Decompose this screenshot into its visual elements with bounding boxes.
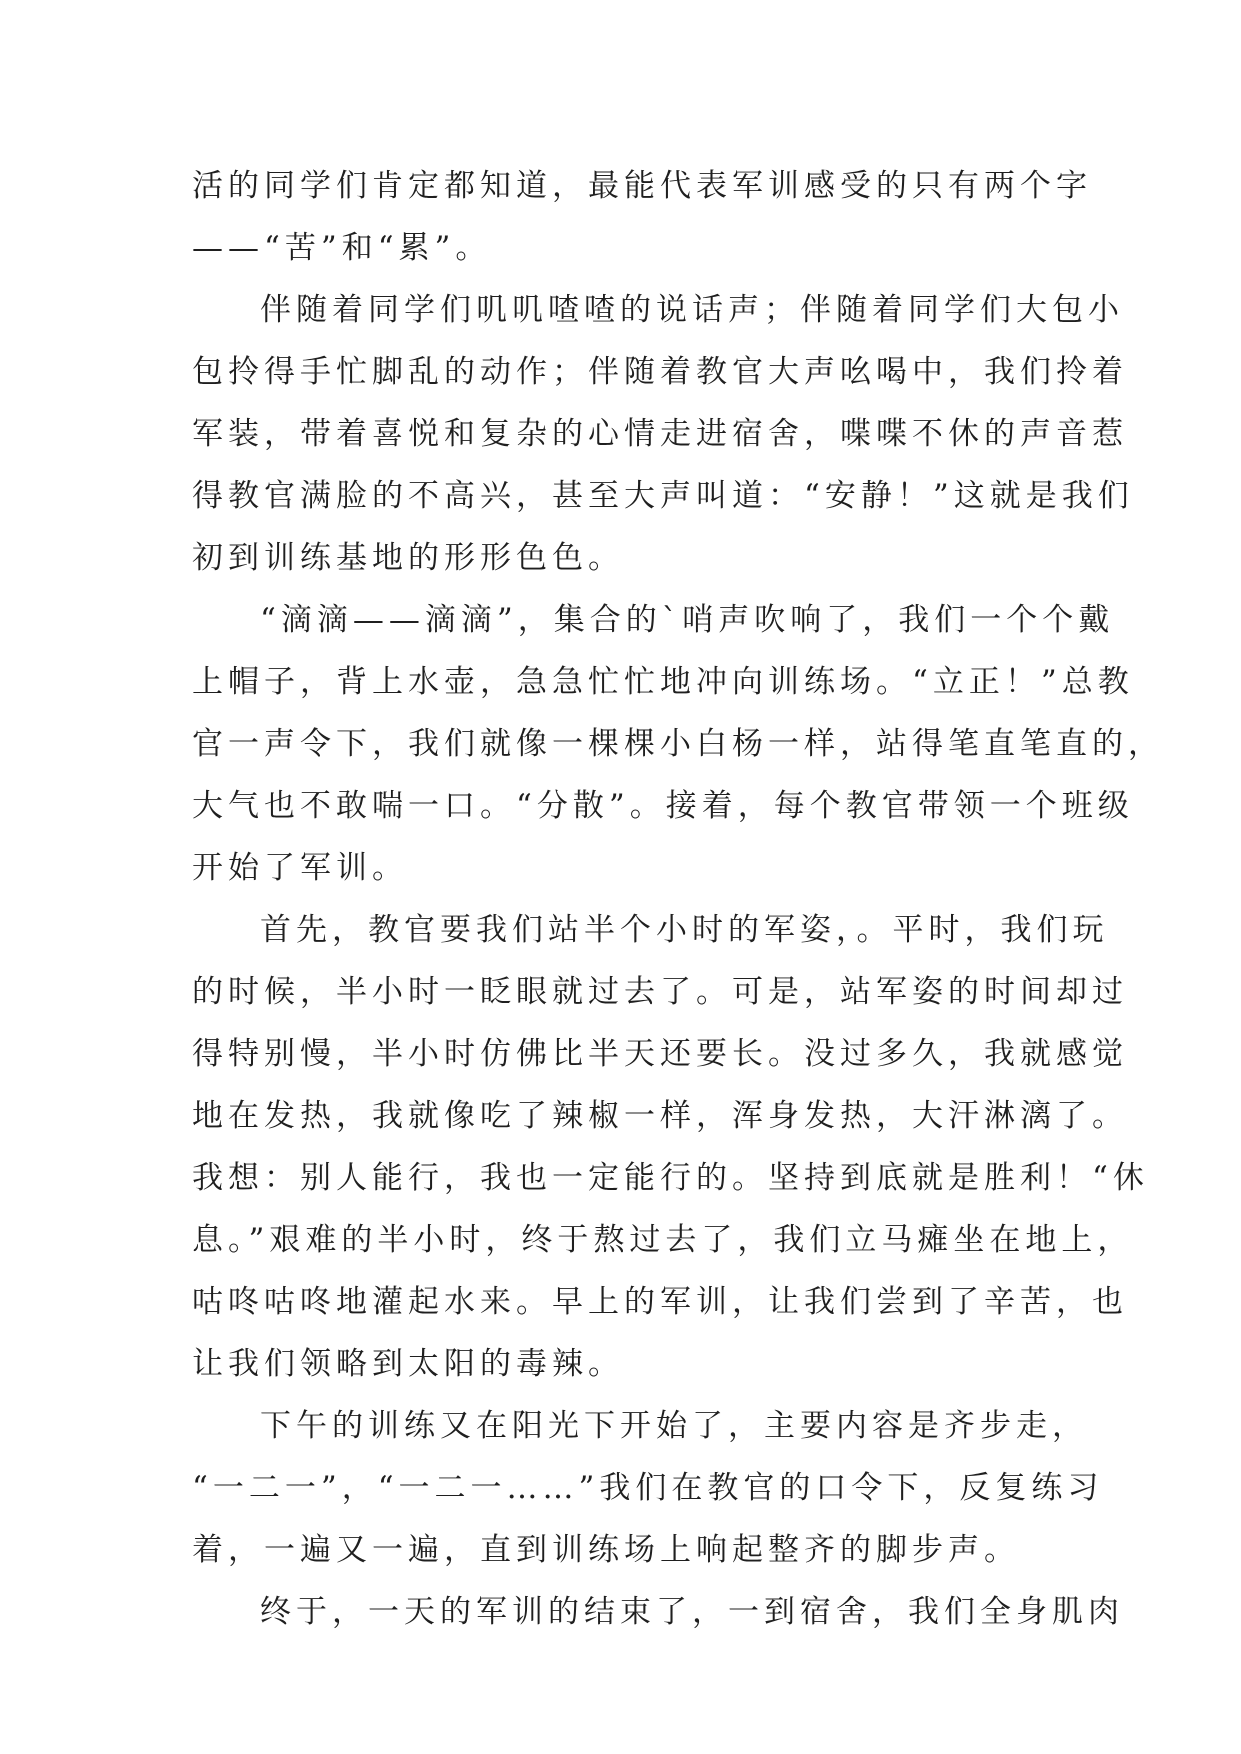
text-line: 军装，带着喜悦和复杂的心情走进宿舍，喋喋不休的声音惹 bbox=[192, 416, 1128, 452]
paragraph-start-line: 伴随着同学们叽叽喳喳的说话声；伴随着同学们大包小 bbox=[260, 292, 1124, 328]
text-line: 活的同学们肯定都知道，最能代表军训感受的只有两个字 bbox=[192, 168, 1092, 204]
text-line: 初到训练基地的形形色色。 bbox=[192, 540, 624, 576]
text-line: 着，一遍又一遍，直到训练场上响起整齐的脚步声。 bbox=[192, 1532, 1020, 1568]
text-line: 大气也不敢喘一口。“分散”。接着，每个教官带领一个班级 bbox=[192, 788, 1134, 824]
paragraph-start-line: 首先，教官要我们站半个小时的军姿，。平时，我们玩 bbox=[260, 912, 1109, 948]
text-line: 得特别慢，半小时仿佛比半天还要长。没过多久，我就感觉 bbox=[192, 1036, 1128, 1072]
text-line: 我想：别人能行，我也一定能行的。坚持到底就是胜利！“休 bbox=[192, 1160, 1149, 1196]
text-line: ——“苦”和“累”。 bbox=[192, 230, 492, 266]
paragraph-start-line: 终于，一天的军训的结束了，一到宿舍，我们全身肌肉 bbox=[260, 1594, 1124, 1630]
text-line: 的时候，半小时一眨眼就过去了。可是，站军姿的时间却过 bbox=[192, 974, 1128, 1010]
text-line: 包拎得手忙脚乱的动作；伴随着教官大声吆喝中，我们拎着 bbox=[192, 354, 1128, 390]
text-line: 得教官满脸的不高兴，甚至大声叫道：“安静！”这就是我们 bbox=[192, 478, 1134, 514]
text-line: 息。”艰难的半小时，终于熬过去了，我们立马瘫坐在地上， bbox=[192, 1222, 1134, 1258]
paragraph-start-line: 下午的训练又在阳光下开始了，主要内容是齐步走， bbox=[260, 1408, 1088, 1444]
document-body bbox=[192, 155, 1164, 1643]
text-line: 上帽子，背上水壶，急急忙忙地冲向训练场。“立正！”总教 bbox=[192, 664, 1134, 700]
text-line: 让我们领略到太阳的毒辣。 bbox=[192, 1346, 624, 1382]
paragraph-start-line: “滴滴——滴滴”，集合的`哨声吹响了，我们一个个戴 bbox=[260, 602, 1115, 638]
text-line: “一二一”，“一二一……”我们在教官的口令下，反复练习 bbox=[192, 1470, 1104, 1506]
text-line: 开始了军训。 bbox=[192, 850, 408, 886]
text-line: 地在发热，我就像吃了辣椒一样，浑身发热，大汗淋漓了。 bbox=[192, 1098, 1128, 1134]
text-line: 咕咚咕咚地灌起水来。早上的军训，让我们尝到了辛苦，也 bbox=[192, 1284, 1128, 1320]
text-line: 官一声令下，我们就像一棵棵小白杨一样，站得笔直笔直的， bbox=[192, 726, 1164, 762]
